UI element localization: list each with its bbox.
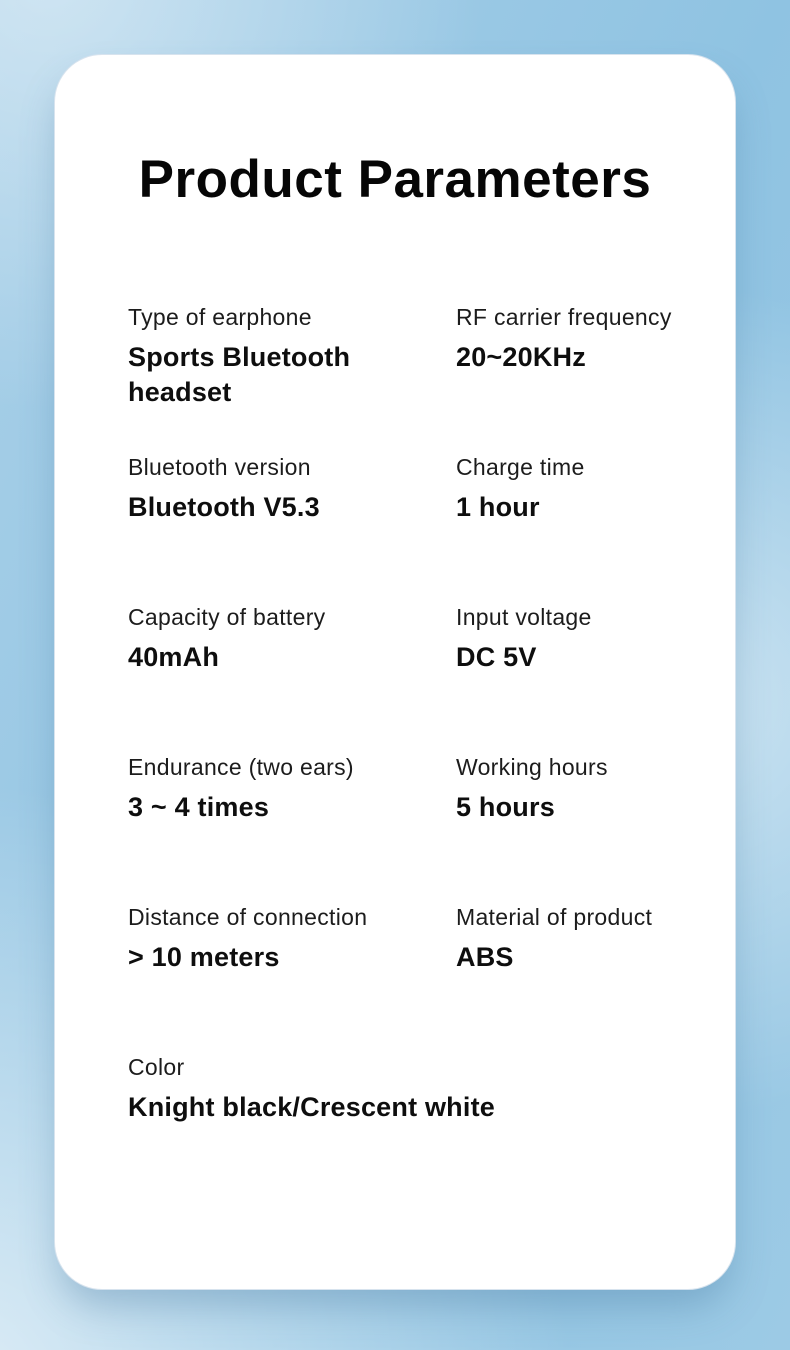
parameter-value: ABS — [456, 942, 514, 972]
parameter-value: 5 hours — [456, 792, 555, 822]
parameter-label: Endurance (two ears) — [128, 754, 354, 780]
parameter-label: Charge time — [456, 454, 585, 480]
product-parameters-card — [54, 54, 736, 1290]
parameter-label: Distance of connection — [128, 904, 368, 930]
parameter-item-input-voltage — [456, 602, 711, 752]
parameter-label: Capacity of battery — [128, 604, 326, 630]
parameter-item-capacity-of-battery — [128, 602, 456, 752]
parameter-item-type-of-earphone — [128, 302, 456, 452]
parameter-value: Sports Bluetooth headset — [128, 342, 351, 407]
parameter-item-color — [128, 1052, 711, 1202]
parameter-label: Input voltage — [456, 604, 592, 630]
parameter-label: Bluetooth version — [128, 454, 311, 480]
parameter-label: RF carrier frequency — [456, 304, 672, 330]
parameter-item-bluetooth-version — [128, 452, 456, 602]
parameter-value: 40mAh — [128, 642, 220, 672]
parameter-item-working-hours — [456, 752, 711, 902]
parameter-value: Bluetooth V5.3 — [128, 492, 320, 522]
parameter-value: 20~20KHz — [456, 342, 586, 372]
parameter-item-rf-carrier-frequency — [456, 302, 711, 452]
parameter-item-distance-of-connection — [128, 902, 456, 1052]
parameter-item-endurance — [128, 752, 456, 902]
parameter-value: > 10 meters — [128, 942, 280, 972]
parameter-label: Color — [128, 1054, 185, 1080]
parameter-value: 1 hour — [456, 492, 540, 522]
parameter-label: Material of product — [456, 904, 653, 930]
parameter-value: Knight black/Crescent white — [128, 1092, 495, 1122]
page-title: Product Parameters — [138, 150, 652, 209]
parameter-label: Type of earphone — [128, 304, 312, 330]
parameter-value: DC 5V — [456, 642, 537, 672]
parameter-item-charge-time — [456, 452, 711, 602]
parameter-label: Working hours — [456, 754, 608, 780]
parameters-grid — [128, 302, 711, 1202]
parameter-value: 3 ~ 4 times — [128, 792, 270, 822]
parameter-item-material-of-product — [456, 902, 711, 1052]
